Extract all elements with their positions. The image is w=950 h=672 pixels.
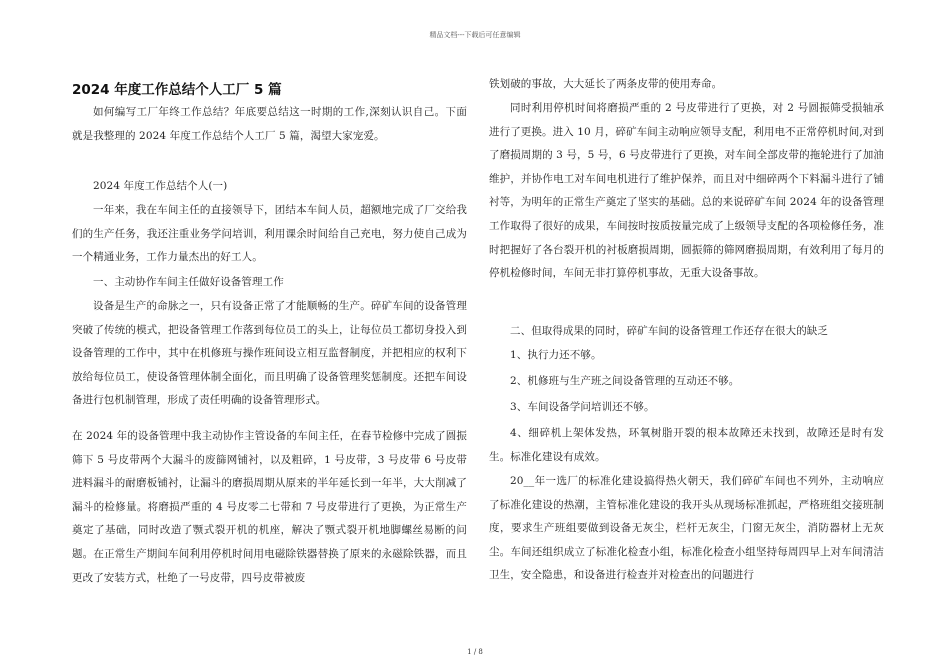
document-title: 2024 年度工作总结个人工厂 5 篇 <box>72 82 282 98</box>
list-item: 3、车间设备学问培训还不够。 <box>510 401 655 413</box>
paragraph: 同时利用停机时间将磨损严重的 2 号皮带进行了更换，对 2 号圆振筛受损轴承进行了更换。进入 10 月，碎矿车间主动响应领导支配，利用电不正常停机时间,对到了磨损周期的 3 号，5 号，6 号皮带进行了更换，对车间全部皮带的拖轮进行了加油维护，并协作电工对车间电机进行了维护保养，而且对中细碎两个下料漏斗进行了铺衬等，为明年的正常生产奠定了坚实的基础。总的来说碎矿车间 2024 年的设备管理工作取得了很好的成果，车间按时按质按量完成了上级领导支配的各项检修任务，准时把握好了各台裂开机的衬板磨损周期，圆振筛的筛网磨损周期，有效利用了每月的停机检修时间，车间无非打算停机事故，无重大设备事故。 <box>489 102 884 280</box>
paragraph: 铁划破的事故，大大延长了两条皮带的使用寿命。 <box>489 78 723 90</box>
paragraph: 20__年一选厂的标准化建设搞得热火朝天，我们碎矿车间也不列外，主动响应了标准化建设的热潮，主管标准化建设的我开头从现场标准抓起，严格班组交接班制度，要求生产班组要做到设备无灰尘，栏杆无灰尘，门窗无灰尘，消防器材上无灰尘。车间还组织成立了标准化检查小组，标准化检查小组坚持每周四早上对车间清洁卫生，安全隐患，和设备进行检查并对检查出的问题进行 <box>489 475 884 582</box>
list-item: 2、机修班与生产班之间设备管理的互动还不够。 <box>510 375 740 387</box>
header-note: 精品文档---下载后可任意编辑 <box>429 31 521 39</box>
page-number: 1 / 8 <box>467 648 483 656</box>
intro-paragraph: 如何编写工厂年终工作总结？年底要总结这一时期的工作,深刻认识自己。下面就是我整理的 2024 年度工作总结个人工厂 5 篇，渴望大家宠爱。 <box>72 106 467 142</box>
paragraph: 在 2024 年的设备管理中我主动协作主管设备的车间主任，在春节检修中完成了圆振筛下 5 号皮带两个大漏斗的废篩网铺衬，以及粗碎，1 号皮带，3 号皮带 6 号皮带进料漏斗的耐磨板铺衬，让漏斗的磨损周期从原来的半年延长到一年半，大大削减了漏斗的检修量。将磨损严重的 4 号皮零二七带和 7 号皮带进行了更换，为正常生产奠定了基础，同时改造了颚式裂开机的机座，解决了颚式裂开机地脚螺丝易断的问题。在正常生产期间车间利用停机时间用电磁除铁器替换了原来的永磁除铁器，而且更改了安装方式，杜绝了一号皮带，四号皮带被废 <box>72 430 467 584</box>
paragraph: 设备是生产的命脉之一，只有设备正常了才能顺畅的生产。碎矿车间的设备管理突破了传统的模式，把设备管理工作落到每位员工的头上，让每位员工都切身投入到设备管理的工作中，其中在机修班与操作班间设立相互监督制度，并把相应的权利下放给每位员工，使设备管理体制全面化，而且明确了设备管理奖惩制度。还把车间设备进行包机制管理，形成了责任明确的设备管理形式。 <box>72 300 467 407</box>
paragraph: 一年来，我在车间主任的直接领导下，团结本车间人员，超额地完成了厂交给我们的生产任务，我还注重业务学问培训，利用课余时间给自己充电，努力使自己成为一个精通业务，工作力量杰出的好工人。 <box>72 204 467 264</box>
section-heading: 2024 年度工作总结个人(一) <box>93 180 228 192</box>
list-item: 4、细碎机上架体发热，环氧树脂开裂的根本故障还未找到，故障还是时有发生。标准化建设有成效。 <box>489 427 884 463</box>
list-item: 1、执行力还不够。 <box>510 349 602 361</box>
subsection-heading: 二、但取得成果的同时，碎矿车间的设备管理工作还存在很大的缺乏 <box>510 325 828 337</box>
subsection-heading: 一、主动协作车间主任做好设备管理工作 <box>93 276 284 288</box>
